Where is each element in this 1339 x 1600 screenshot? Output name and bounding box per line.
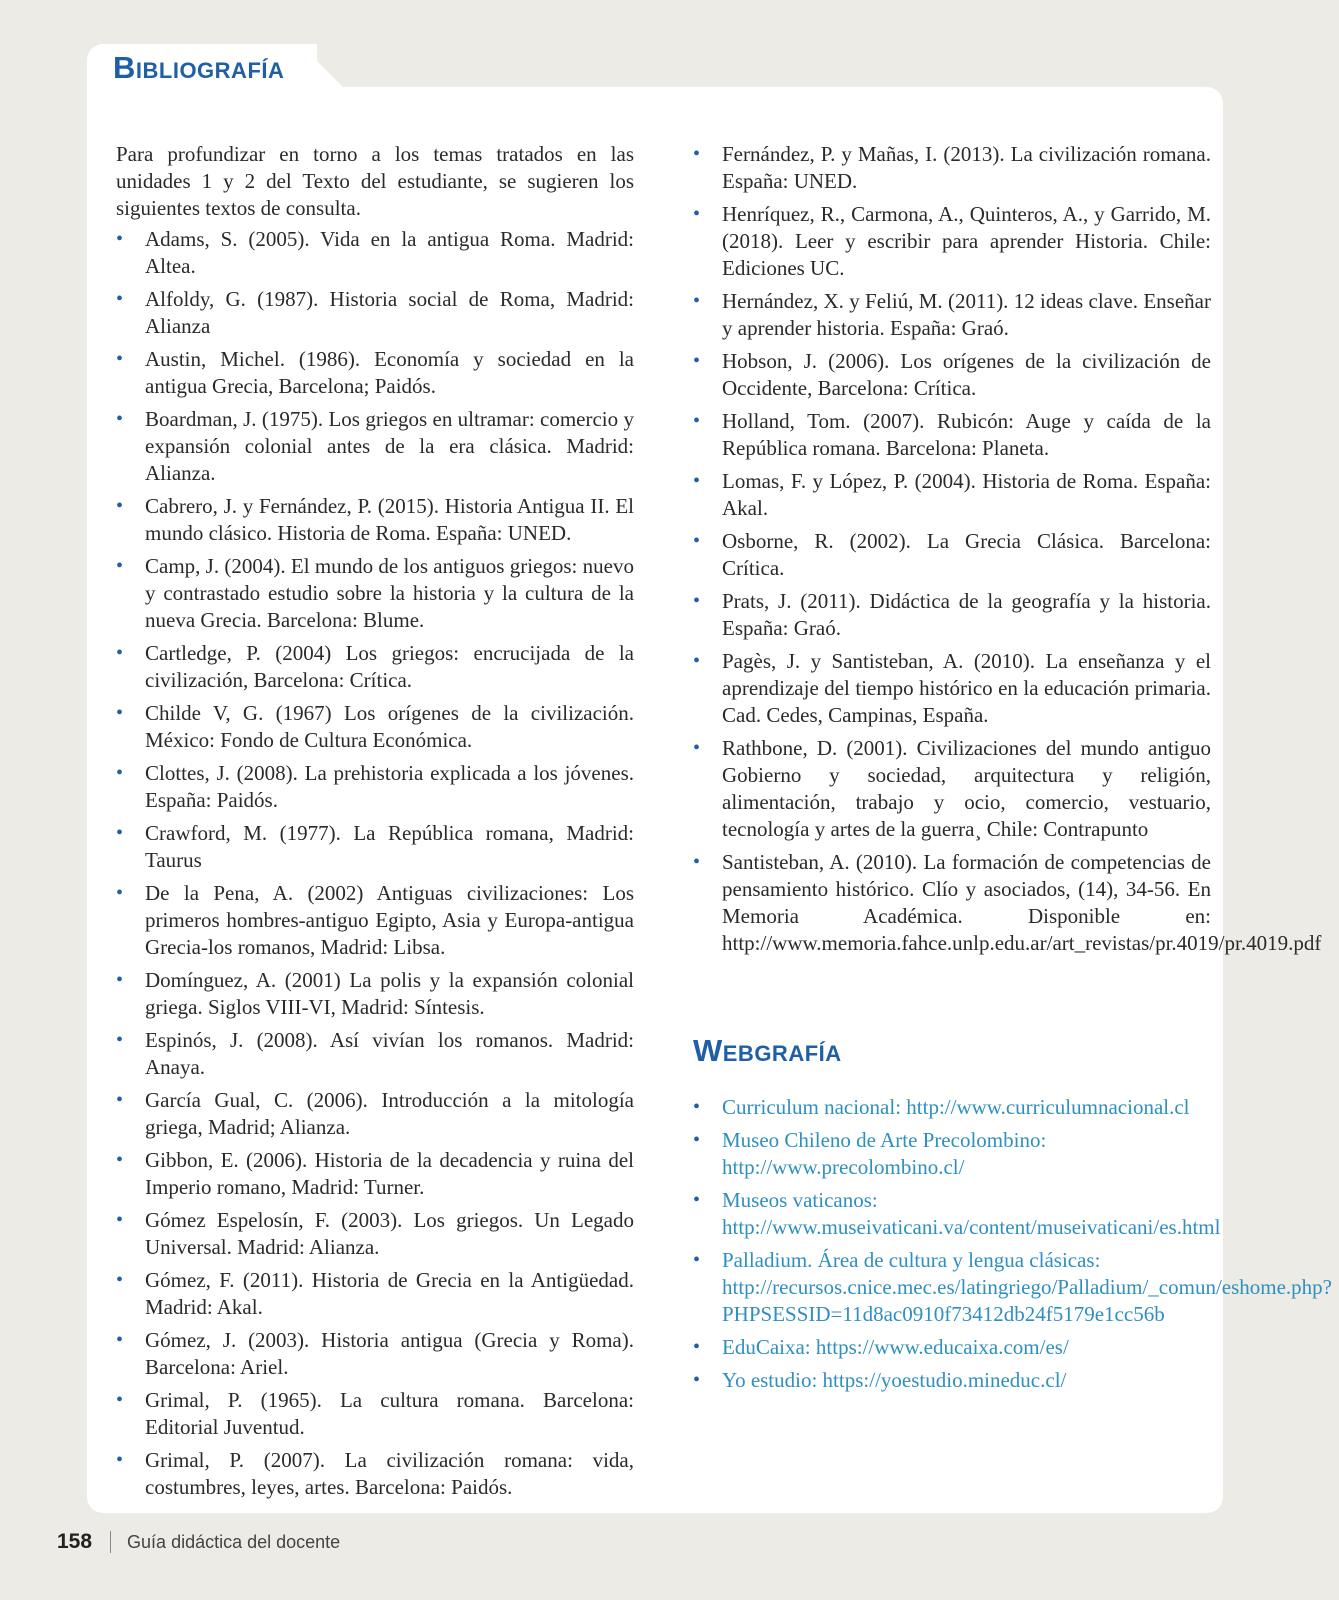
list-item: • Gómez, F. (2011). Historia de Grecia en la Antigüedad. Madrid: Akal. bbox=[116, 1268, 634, 1319]
list-item: • Cabrero, J. y Fernández, P. (2015). Historia Antigua II. El mundo clásico. Historia de Roma. España: UNED. bbox=[116, 494, 634, 545]
web-link[interactable]: • EduCaixa: https://www.educaixa.com/es/ bbox=[693, 1335, 1069, 1359]
list-item: • Holland, Tom. (2007). Rubicón: Auge y caída de la República romana. Barcelona: Planeta. bbox=[693, 409, 1211, 460]
list-item: • Adams, S. (2005). Vida en la antigua Roma. Madrid: Altea. bbox=[116, 227, 634, 278]
left-column bbox=[116, 141, 634, 1507]
list-item: • Alfoldy, G. (1987). Historia social de Roma, Madrid: Alianza bbox=[116, 287, 634, 338]
list-item: • Crawford, M. (1977). La República romana, Madrid: Taurus bbox=[116, 821, 634, 872]
title-tab-slope bbox=[300, 44, 350, 94]
list-item: • Grimal, P. (1965). La cultura romana. Barcelona: Editorial Juventud. bbox=[116, 1388, 634, 1439]
list-item: • De la Pena, A. (2002) Antiguas civilizaciones: Los primeros hombres-antiguo Egipto, Asia y Europa-antigua Grecia-los romanos, Madrid: Libsa. bbox=[116, 881, 634, 959]
list-item: • Santisteban, A. (2010). La formación de competencias de pensamiento histórico. Clío y asociados, (14), 34-56. En Memoria Académica. Disponible en: http://www.memoria.fahce.unlp.edu.ar/art_revistas/pr.4019/pr.4019.pdf bbox=[693, 850, 1322, 955]
footer-divider bbox=[110, 1531, 111, 1553]
list-item: • Lomas, F. y López, P. (2004). Historia de Roma. España: Akal. bbox=[693, 469, 1211, 520]
list-item: • Austin, Michel. (1986). Economía y sociedad en la antigua Grecia, Barcelona; Paidós. bbox=[116, 347, 634, 398]
list-item: • Gómez Espelosín, F. (2003). Los griegos. Un Legado Universal. Madrid: Alianza. bbox=[116, 1208, 634, 1259]
list-item: • Domínguez, A. (2001) La polis y la expansión colonial griega. Siglos VIII-VI, Madrid: Síntesis. bbox=[116, 968, 634, 1019]
list-item: • Rathbone, D. (2001). Civilizaciones del mundo antiguo Gobierno y sociedad, arquitectura y religión, alimentación, trabajo y ocio, comercio, vestuario, tecnología y artes de la guerra¸ Chile: Contrapunto bbox=[693, 736, 1211, 841]
list-item: • Espinós, J. (2008). Así vivían los romanos. Madrid: Anaya. bbox=[116, 1028, 634, 1079]
web-link[interactable]: • Palladium. Área de cultura y lengua clásicas: http://recursos.cnice.mec.es/latingriego/Palladium/_comun/eshome.php?PHPSESSID=11d8ac0910f73412db24f5179e1cc56b bbox=[693, 1248, 1333, 1326]
list-item: • Henríquez, R., Carmona, A., Quinteros, A., y Garrido, M. (2018). Leer y escribir para aprender Historia. Chile: Ediciones UC. bbox=[693, 202, 1211, 280]
web-link[interactable]: • Curriculum nacional: http://www.curriculumnacional.cl bbox=[693, 1095, 1190, 1119]
bibliography-list-right bbox=[693, 141, 1322, 957]
list-item: • Grimal, P. (2007). La civilización romana: vida, costumbres, leyes, artes. Barcelona: Paidós. bbox=[116, 1448, 634, 1499]
list-item: • Cartledge, P. (2004) Los griegos: encrucijada de la civilización, Barcelona: Crítica. bbox=[116, 641, 634, 692]
web-link[interactable]: • Museo Chileno de Arte Precolombino: http://www.precolombino.cl/ bbox=[693, 1128, 1047, 1179]
page-title: Bibliografía bbox=[113, 50, 285, 85]
list-item: • Gómez, J. (2003). Historia antigua (Grecia y Roma). Barcelona: Ariel. bbox=[116, 1328, 634, 1379]
web-link[interactable]: • Yo estudio: https://yoestudio.mineduc.cl/ bbox=[693, 1368, 1067, 1392]
list-item: • Hobson, J. (2006). Los orígenes de la civilización de Occidente, Barcelona: Crítica. bbox=[693, 349, 1211, 400]
list-item: • Clottes, J. (2008). La prehistoria explicada a los jóvenes. España: Paidós. bbox=[116, 761, 634, 812]
list-item: • Childe V, G. (1967) Los orígenes de la civilización. México: Fondo de Cultura Económica. bbox=[116, 701, 634, 752]
list-item: • Prats, J. (2011). Didáctica de la geografía y la historia. España: Graó. bbox=[693, 589, 1211, 640]
list-item: • Osborne, R. (2002). La Grecia Clásica. Barcelona: Crítica. bbox=[693, 529, 1211, 580]
page-footer bbox=[57, 1530, 340, 1554]
list-item: • Hernández, X. y Feliú, M. (2011). 12 ideas clave. Enseñar y aprender historia. España: Graó. bbox=[693, 289, 1211, 340]
web-link[interactable]: • Museos vaticanos: http://www.museivaticani.va/content/museivaticani/es.html bbox=[693, 1188, 1221, 1239]
bibliography-list-left bbox=[116, 226, 634, 1501]
right-column bbox=[693, 141, 1322, 963]
webgrafia-list bbox=[693, 1094, 1333, 1400]
list-item: • Boardman, J. (1975). Los griegos en ultramar: comercio y expansión colonial antes de la era clásica. Madrid: Alianza. bbox=[116, 407, 634, 485]
list-item: • García Gual, C. (2006). Introducción a la mitología griega, Madrid; Alianza. bbox=[116, 1088, 634, 1139]
list-item: • Fernández, P. y Mañas, I. (2013). La civilización romana. España: UNED. bbox=[693, 142, 1211, 193]
list-item: • Camp, J. (2004). El mundo de los antiguos griegos: nuevo y contrastado estudio sobre la historia y la cultura de la nueva Grecia. Barcelona: Blume. bbox=[116, 554, 634, 632]
list-item: • Gibbon, E. (2006). Historia de la decadencia y ruina del Imperio romano, Madrid: Turner. bbox=[116, 1148, 634, 1199]
page-number: 158 bbox=[57, 1530, 93, 1553]
intro-text: Para profundizar en torno a los temas tratados en las unidades 1 y 2 del Texto del estudiante, se sugieren los siguientes textos de consulta. bbox=[116, 142, 634, 220]
list-item: • Pagès, J. y Santisteban, A. (2010). La enseñanza y el aprendizaje del tiempo histórico en la educación primaria. Cad. Cedes, Campinas, España. bbox=[693, 649, 1211, 727]
webgrafia-title: Webgrafía bbox=[693, 1033, 842, 1068]
footer-label: Guía didáctica del docente bbox=[127, 1531, 341, 1552]
